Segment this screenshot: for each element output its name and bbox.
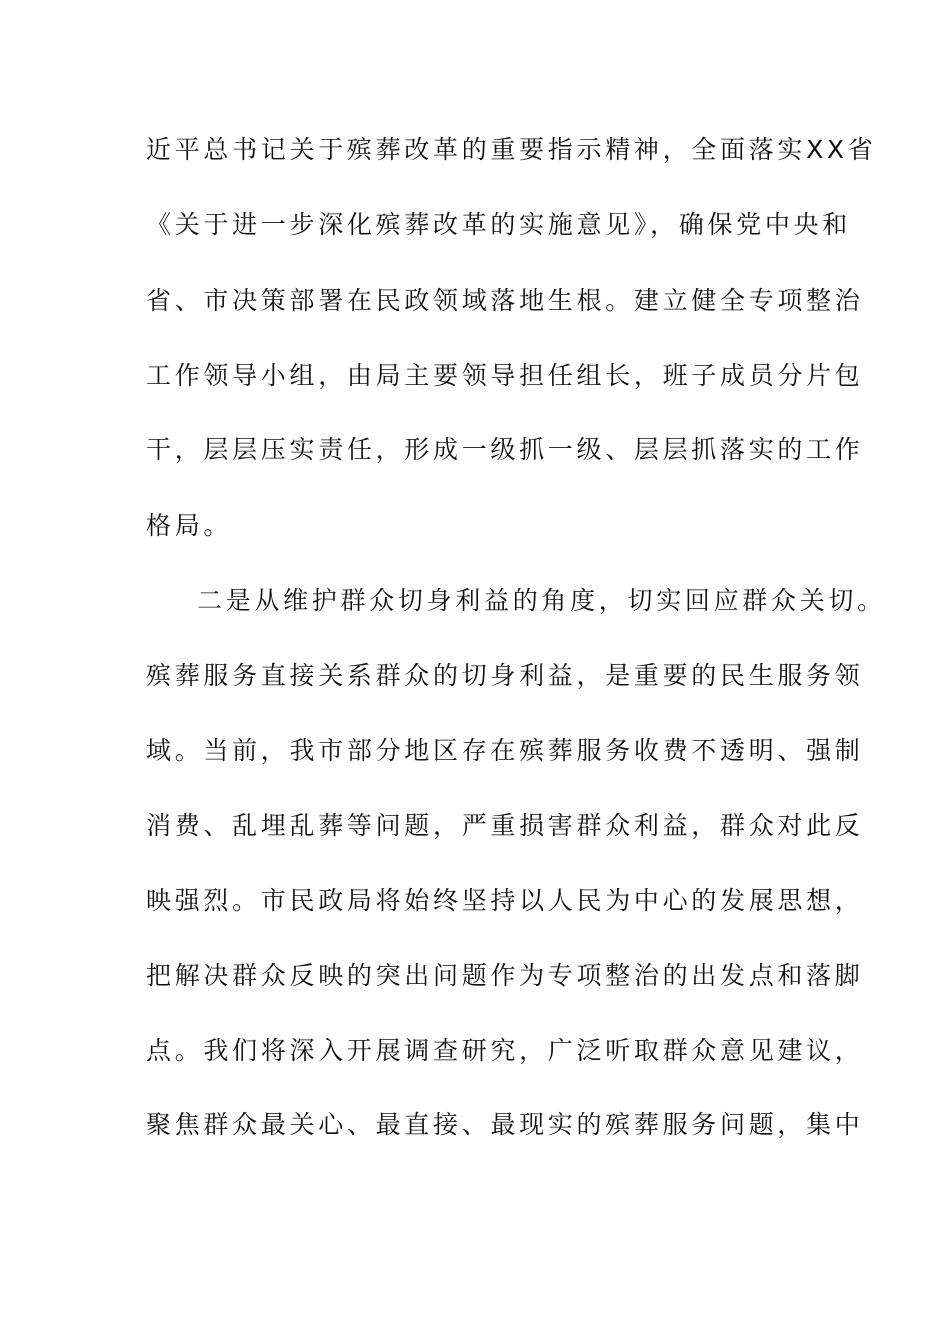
text-line: 消费、乱埋乱葬等问题，严重损害群众利益，群众对此反 — [146, 811, 864, 840]
text-line: 《关于进一步深化殡葬改革的实施意见》，确保党中央和 — [146, 210, 852, 239]
text-line: 格局。 — [146, 511, 233, 540]
paragraph-first-line: 二是从维护群众切身利益的角度，切实回应群众关切。 — [197, 586, 886, 615]
text-line: 域。当前，我市部分地区存在殡葬服务收费不透明、强制 — [146, 736, 864, 765]
text-line: 工作领导小组，由局主要领导担任组长，班子成员分片包 — [146, 361, 864, 390]
text-line: 省、市决策部署在民政领域落地生根。建立健全专项整治 — [146, 286, 864, 315]
text-line: 干，层层压实责任，形成一级抓一级、层层抓落实的工作 — [146, 435, 864, 464]
text-line: 殡葬服务直接关系群众的切身利益，是重要的民生服务领 — [146, 661, 864, 690]
text-line: 点。我们将深入开展调查研究，广泛听取群众意见建议， — [146, 1036, 864, 1065]
text-line: 把解决群众反映的突出问题作为专项整治的出发点和落脚 — [146, 961, 864, 990]
text-line: 聚焦群众最关心、最直接、最现实的殡葬服务问题，集中 — [146, 1110, 864, 1139]
text-line: 映强烈。市民政局将始终坚持以人民为中心的发展思想， — [146, 886, 864, 915]
text-line: 近平总书记关于殡葬改革的重要指示精神，全面落实XX省 — [146, 135, 877, 164]
